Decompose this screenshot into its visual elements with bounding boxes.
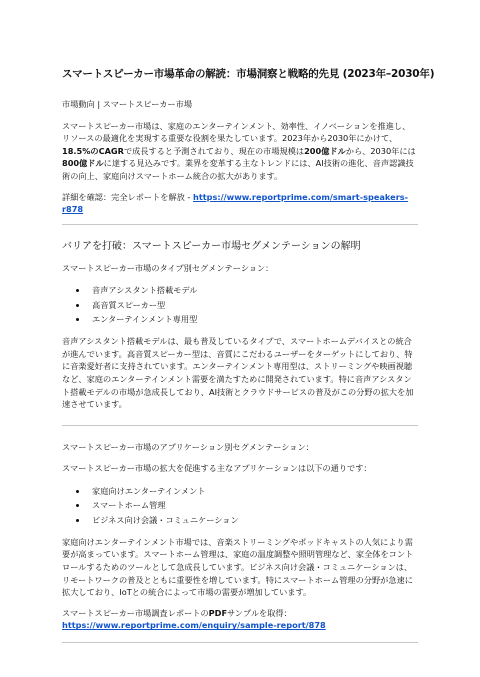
full-report-link[interactable]: https://www.reportprime.com/smart-speakers-r878 (62, 191, 409, 215)
application-heading: スマートスピーカー市場のアプリケーション別セグメンテーション： (62, 441, 314, 452)
type-list (62, 283, 418, 326)
sample-suffix: サンプルを取得： (227, 607, 292, 618)
page-title: スマートスピーカー市場革命の解読：市場洞察と戦略的先見 (2023年–2030年) (62, 68, 435, 80)
intro-text-3: から、2030年には (345, 145, 416, 156)
list-item: • エンターテインメント専用型 (88, 312, 418, 326)
current-market-size: 200億ドル (304, 145, 346, 156)
list-item: • スマートホーム管理 (88, 498, 418, 512)
breadcrumb: 市場動向 | スマートスピーカー市場 (62, 99, 193, 109)
list-item: • ビジネス向け会議・コミュニケーション (88, 513, 418, 527)
details-label: 詳細を確認：完全レポートを解放 - (62, 191, 193, 202)
type-intro: スマートスピーカー市場のタイプ別セグメンテーション： (62, 262, 274, 273)
list-item: • 音声アシスタント搭載モデル (88, 283, 418, 297)
section-divider (62, 425, 418, 426)
section-divider (62, 224, 418, 225)
intro-text-1: スマートスピーカー市場は、家庭のエンターテインメント、効率性、イノベーションを推進し、リソースの最適化を実現する重要な役割を果たしています。2023年から2030年にかけて、 (62, 120, 411, 144)
forecast-market-size: 800億ドル (62, 158, 104, 169)
type-description: 音声アシスタント搭載モデルは、最も普及しているタイプで、スマートホームデバイスとの統合が進んでいます。高音質スピーカー型は、音質にこだわるユーザーをターゲットにしており、特に音楽愛好者に支持されています。エンターテインメント専用型は、ストリーミングや映画視聴など、家庭のエンターテインメント需要を満たすために開発されています。特に音声アシスタント搭載モデルの市場が急成長しており、AI技術とクラウドサービスの普及がこの分野の拡大を加速させています。 (62, 336, 414, 410)
sample-prefix: スマートスピーカー市場調査レポートの (62, 607, 209, 618)
intro-text-4: に達する見込みです。業界を変革する主なトレンドには、AI技術の進化、音声認識技術の向上、家庭向けスマートホーム統合の拡大があります。 (62, 158, 414, 181)
application-description: 家庭向けエンターテインメント市場では、音楽ストリーミングやポッドキャストの人気により需要が高まっています。スマートホーム管理は、家庭の温度調整や照明管理など、家全体をコントロールするためのツールとして急成長しています。ビジネス向け会議・コミュニケーションは、リモートワークの普及とともに重要性を増しています。特にスマートホーム管理の分野が急速に拡大しており、IoTとの統合によって市場の需要が増加しています。 (62, 536, 414, 598)
sample-line (62, 607, 418, 632)
section-divider (62, 642, 418, 643)
sample-pdf: PDF (208, 607, 228, 618)
sample-report-link[interactable]: https://www.reportprime.com/enquiry/sample-report/878 (62, 620, 326, 631)
intro-text-2: で成長すると予測されており、現在の市場規模は (123, 145, 305, 156)
application-intro: スマートスピーカー市場の拡大を促進する主なアプリケーションは以下の通りです： (62, 463, 372, 474)
list-item: • 家庭向けエンターテインメント (88, 484, 418, 498)
segmentation-heading: バリアを打破：スマートスピーカー市場セグメンテーションの解明 (62, 240, 361, 252)
details-line (62, 191, 418, 216)
cagr-value: 18.5%のCAGR (62, 145, 124, 156)
application-list (62, 484, 418, 527)
list-item: • 高音質スピーカー型 (88, 298, 418, 312)
intro-paragraph (62, 120, 418, 183)
